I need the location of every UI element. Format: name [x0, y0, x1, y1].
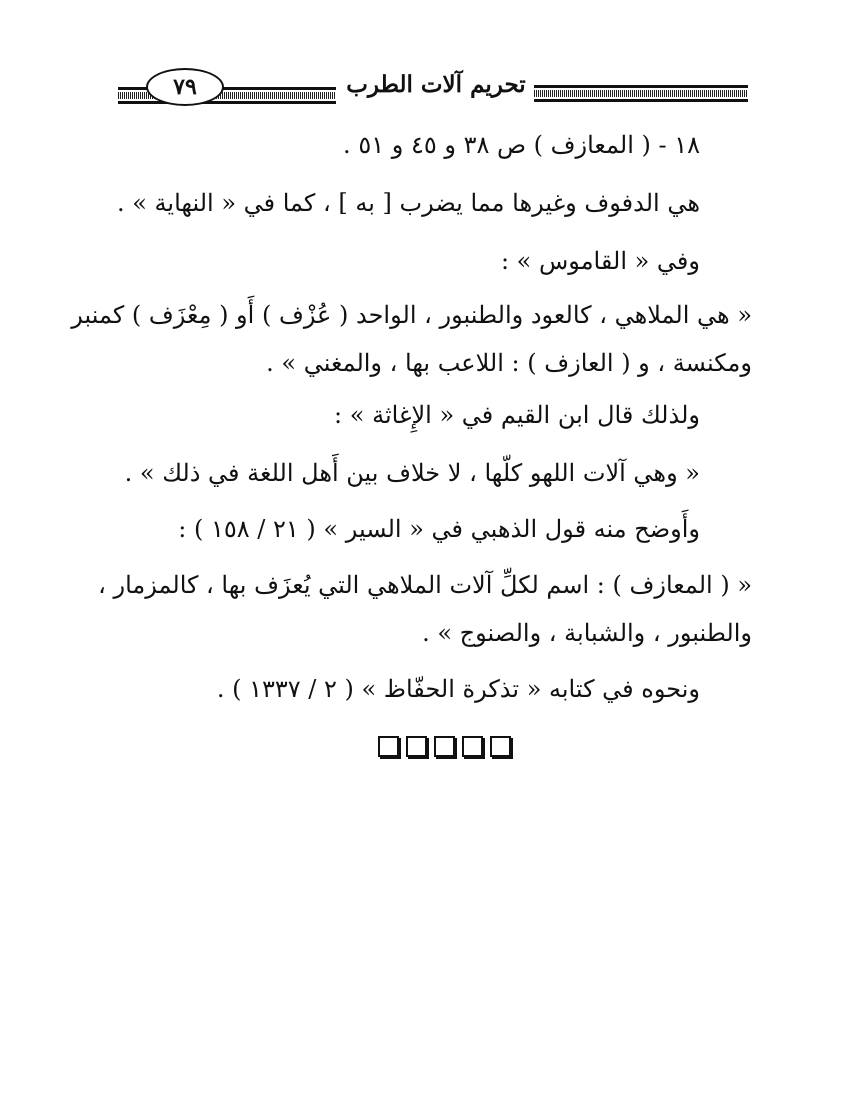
hollow-square-icon — [406, 736, 427, 757]
header-rule-right-bottom — [534, 99, 748, 102]
text-line-3: وفي « القاموس » : — [500, 247, 700, 275]
text-line-5: ومكنسة ، و ( العازف ) : اللاعب بها ، والمغني » . — [266, 349, 752, 377]
text-line-1: ١٨ - ( المعازف ) ص ٣٨ و ٤٥ و ٥١ . — [343, 131, 700, 159]
hollow-square-icon — [462, 736, 483, 757]
running-title: تحريم آلات الطرب — [346, 71, 526, 98]
page-header — [118, 60, 748, 108]
hollow-square-icon — [378, 736, 399, 757]
text-line-8: وأَوضح منه قول الذهبي في « السير » ( ٢١ / ١٥٨ ) : — [178, 515, 700, 543]
text-line-4: « هي الملاهي ، كالعود والطنبور ، الواحد ( عُزْف ) أَو ( مِعْزَف ) كمنبر — [71, 301, 752, 329]
header-rule-left-bottom — [118, 101, 336, 104]
header-rule-right-top — [534, 85, 748, 88]
text-line-6: ولذلك قال ابن القيم في « الإِغاثة » : — [334, 401, 700, 429]
text-line-2: هي الدفوف وغيرها مما يضرب [ به ] ، كما في « النهاية » . — [116, 189, 700, 217]
hollow-square-icon — [490, 736, 511, 757]
text-line-10: والطنبور ، والشبابة ، والصنوج » . — [422, 619, 752, 647]
header-hatch-right — [534, 90, 748, 97]
hollow-square-icon — [434, 736, 455, 757]
section-end-ornament — [378, 736, 511, 760]
page-number: ٧٩ — [146, 68, 224, 106]
text-line-9: « ( المعازف ) : اسم لكلِّ آلات الملاهي التي يُعزَف بها ، كالمزمار ، — [98, 571, 752, 599]
text-line-7: « وهي آلات اللهو كلّها ، لا خلاف بين أَهل اللغة في ذلك » . — [124, 459, 700, 487]
text-line-11: ونحوه في كتابه « تذكرة الحفّاظ » ( ٢ / ١٣٣٧ ) . — [216, 675, 700, 703]
